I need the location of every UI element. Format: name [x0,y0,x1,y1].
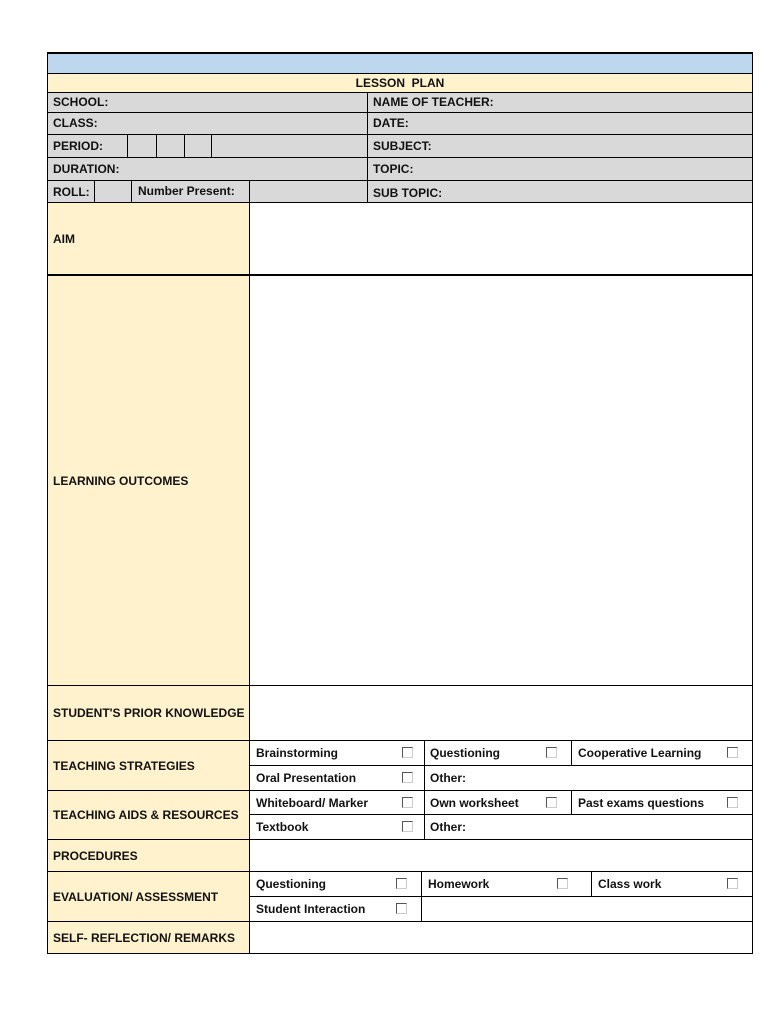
textbook-label: Textbook [256,819,309,834]
learning-outcomes-label: LEARNING OUTCOMES [53,473,189,488]
top-blue-band [47,52,753,73]
aim-field[interactable] [251,204,751,273]
period-label: PERIOD: [53,138,104,153]
procedures-label: PROCEDURES [53,848,138,863]
own-worksheet-label: Own worksheet [430,795,519,810]
date-label: DATE: [373,116,409,130]
homework-checkbox[interactable] [557,878,568,889]
oral-presentation-checkbox[interactable] [402,772,413,783]
own-worksheet-checkbox[interactable] [546,797,557,808]
past-exams-label: Past exams questions [578,795,705,810]
class-work-label: Class work [598,876,662,891]
teaching-aids-label: TEACHING AIDS & RESOURCES [53,808,239,822]
strategies-other-label: Other: [430,770,466,785]
teacher-label: NAME OF TEACHER: [373,95,494,109]
textbook-checkbox[interactable] [402,821,413,832]
reflection-field[interactable] [251,923,751,952]
prior-knowledge-field[interactable] [251,687,751,739]
page-title: LESSON PLAN [355,75,445,90]
student-interaction-label: Student Interaction [256,901,366,916]
cooperative-learning-checkbox[interactable] [727,747,738,758]
questioning-strategy-checkbox[interactable] [546,747,557,758]
oral-presentation-label: Oral Presentation [256,770,357,785]
sub-topic-label: SUB TOPIC: [373,185,443,200]
prior-knowledge-label: STUDENT'S PRIOR KNOWLEDGE [53,706,245,720]
evaluation-label: EVALUATION/ ASSESSMENT [53,889,219,904]
questioning-eval-label: Questioning [256,876,326,891]
learning-outcomes-field[interactable] [251,277,751,684]
aim-label: AIM [53,231,75,246]
reflection-label: SELF- REFLECTION/ REMARKS [53,930,235,945]
whiteboard-label: Whiteboard/ Marker [256,795,369,810]
whiteboard-checkbox[interactable] [402,797,413,808]
questioning-strategy-label: Questioning [430,745,500,760]
subject-label: SUBJECT: [373,138,432,153]
student-interaction-checkbox[interactable] [396,903,407,914]
brainstorming-label: Brainstorming [256,745,339,760]
teaching-strategies-label: TEACHING STRATEGIES [53,758,195,773]
cooperative-learning-label: Cooperative Learning [578,745,702,760]
roll-label: ROLL: [53,184,90,199]
duration-label: DURATION: [53,161,120,176]
topic-label: TOPIC: [373,161,414,176]
class-label: CLASS: [53,116,98,130]
aids-other-label: Other: [430,819,466,834]
brainstorming-checkbox[interactable] [402,747,413,758]
past-exams-checkbox[interactable] [727,797,738,808]
questioning-eval-checkbox[interactable] [396,878,407,889]
procedures-field[interactable] [251,841,751,870]
school-label: SCHOOL: [53,95,109,109]
class-work-checkbox[interactable] [727,878,738,889]
number-present-label: Number Present: [138,183,235,198]
homework-label: Homework [428,876,490,891]
